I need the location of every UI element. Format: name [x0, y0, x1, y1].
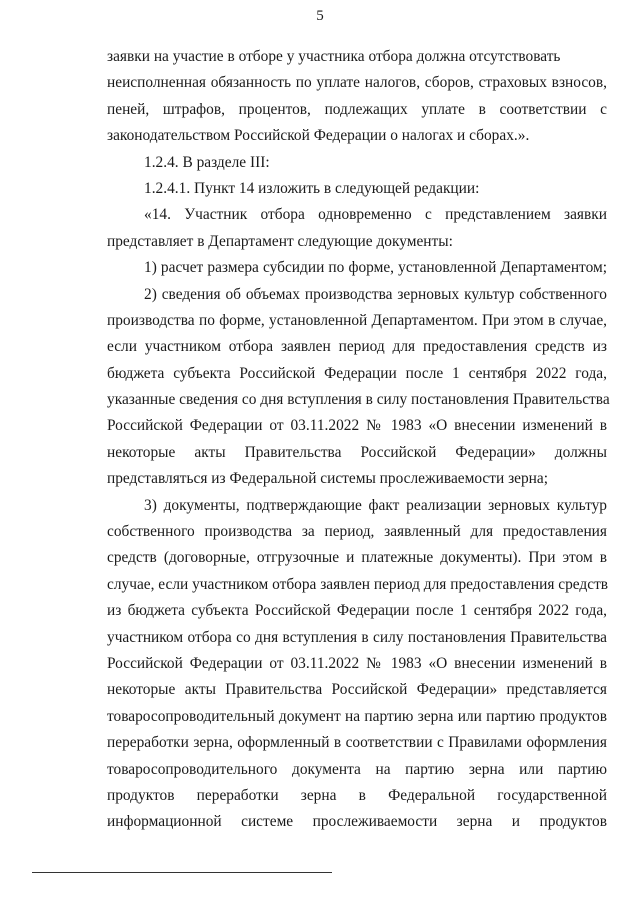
text-line: 1.2.4.1. Пункт 14 изложить в следующей редакции:: [144, 179, 480, 197]
body-text: [107, 44, 610, 836]
text-line: пеней, штрафов, процентов, подлежащих уплате в соответствии с: [107, 100, 607, 118]
text-line: представляться из Федеральной системы прослеживаемости зерна;: [107, 470, 549, 488]
text-line: если участником отбора заявлен период для предоставления средств из: [107, 338, 607, 356]
text-line: собственного производства за период, заявленный для предоставления: [107, 523, 607, 541]
text-line: представляет в Департамент следующие документы:: [107, 232, 453, 250]
text-line: Российской Федерации от 03.11.2022 № 1983 «О внесении изменений в: [107, 417, 607, 435]
page-number: 5: [316, 8, 324, 24]
text-line: неисполненная обязанность по уплате налогов, сборов, страховых взносов,: [107, 74, 607, 92]
text-line: участником отбора со дня вступления в силу постановления Правительства: [107, 628, 607, 646]
text-line: 3) документы, подтверждающие факт реализации зерновых культур: [144, 496, 607, 514]
text-line: бюджета субъекта Российской Федерации после 1 сентября 2022 года,: [107, 364, 607, 382]
text-line: 1) расчет размера субсидии по форме, установленной Департаментом;: [144, 259, 607, 277]
text-line: некоторые акты Правительства Российской Федерации» представляется: [107, 681, 607, 699]
text-line: переработки зерна, оформленный в соответствии с Правилами оформления: [107, 734, 607, 752]
text-line: указанные сведения со дня вступления в силу постановления Правительства: [107, 391, 610, 409]
footer-rule: [32, 872, 332, 873]
text-line: законодательством Российской Федерации о налогах и сборах.».: [107, 127, 530, 145]
text-line: 2) сведения об объемах производства зерновых культур собственного: [144, 285, 607, 303]
text-line: производства по форме, установленной Департаментом. При этом в случае,: [107, 311, 607, 329]
text-line: случае, если участником отбора заявлен период для предоставления средств: [107, 575, 609, 593]
text-line: товаросопроводительный документ на партию зерна или партию продуктов: [107, 707, 607, 725]
text-line: 1.2.4. В разделе III:: [144, 153, 270, 171]
text-line: «14. Участник отбора одновременно с представлением заявки: [144, 206, 607, 224]
text-line: некоторые акты Правительства Российской Федерации» должны: [107, 443, 607, 461]
text-line: из бюджета субъекта Российской Федерации после 1 сентября 2022 года,: [107, 602, 607, 620]
text-line: продуктов переработки зерна в Федеральной государственной: [107, 786, 607, 804]
text-line: Российской Федерации от 03.11.2022 № 1983 «О внесении изменений в: [107, 654, 607, 672]
text-line: информационной системе прослеживаемости зерна и продуктов: [107, 813, 607, 831]
text-line: средств (договорные, отгрузочные и платежные документы). При этом в: [107, 549, 607, 567]
text-line: заявки на участие в отборе у участника отбора должна отсутствовать: [107, 48, 561, 65]
text-line: товаросопроводительного документа на партию зерна или партию: [107, 760, 607, 778]
